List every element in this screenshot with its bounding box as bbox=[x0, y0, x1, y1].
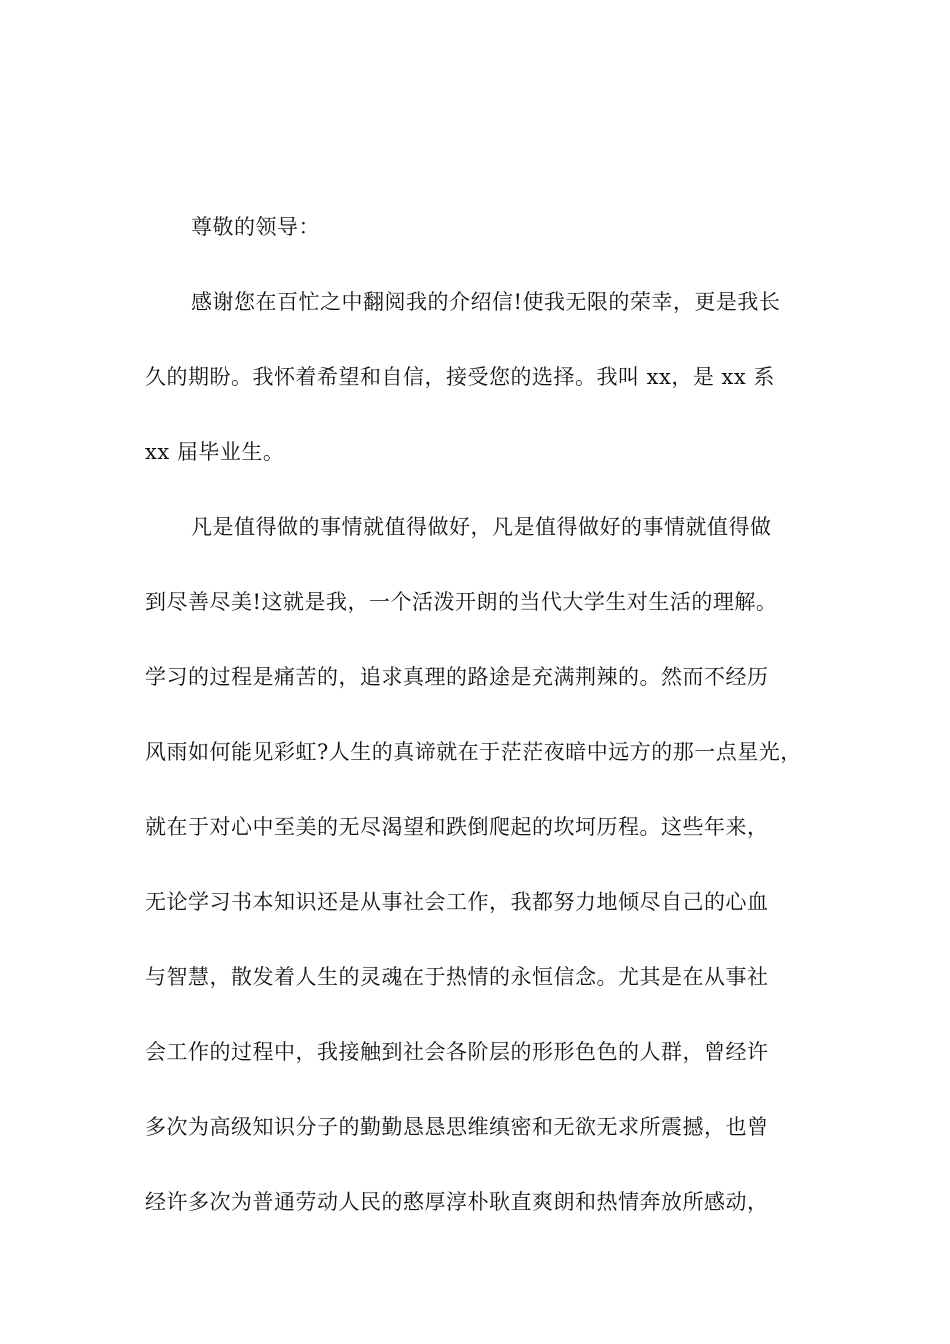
salutation: 尊敬的领导： bbox=[191, 215, 320, 239]
paragraph-2-line-9: 多次为高级知识分子的勤勤恳恳思维缜密和无欲无求所震撼，也曾 bbox=[145, 1115, 769, 1139]
paragraph-1-line-1: 感谢您在百忙之中翻阅我的介绍信!使我无限的荣幸，更是我长 bbox=[191, 290, 781, 314]
paragraph-1-line-2: 久的期盼。我怀着希望和自信，接受您的选择。我叫 xx，是 xx 系 bbox=[145, 365, 775, 389]
paragraph-2-line-7: 与智慧，散发着人生的灵魂在于热情的永恒信念。尤其是在从事社 bbox=[145, 965, 769, 989]
paragraph-2-line-1: 凡是值得做的事情就值得做好，凡是值得做好的事情就值得做 bbox=[191, 515, 772, 539]
paragraph-2-line-8: 会工作的过程中，我接触到社会各阶层的形形色色的人群，曾经许 bbox=[145, 1040, 769, 1064]
paragraph-2-line-4: 风雨如何能见彩虹?人生的真谛就在于茫茫夜暗中远方的那一点星光， bbox=[145, 740, 802, 764]
paragraph-2-line-10: 经许多次为普通劳动人民的憨厚淳朴耿直爽朗和热情奔放所感动， bbox=[145, 1190, 769, 1214]
paragraph-2-line-6: 无论学习书本知识还是从事社会工作，我都努力地倾尽自己的心血 bbox=[145, 890, 769, 914]
paragraph-2-line-3: 学习的过程是痛苦的，追求真理的路途是充满荆辣的。然而不经历 bbox=[145, 665, 769, 689]
paragraph-2-line-2: 到尽善尽美!这就是我，一个活泼开朗的当代大学生对生活的理解。 bbox=[145, 590, 778, 614]
paragraph-1-line-3: xx 届毕业生。 bbox=[145, 440, 285, 464]
paragraph-2-line-5: 就在于对心中至美的无尽渴望和跌倒爬起的坎坷历程。这些年来， bbox=[145, 815, 769, 839]
